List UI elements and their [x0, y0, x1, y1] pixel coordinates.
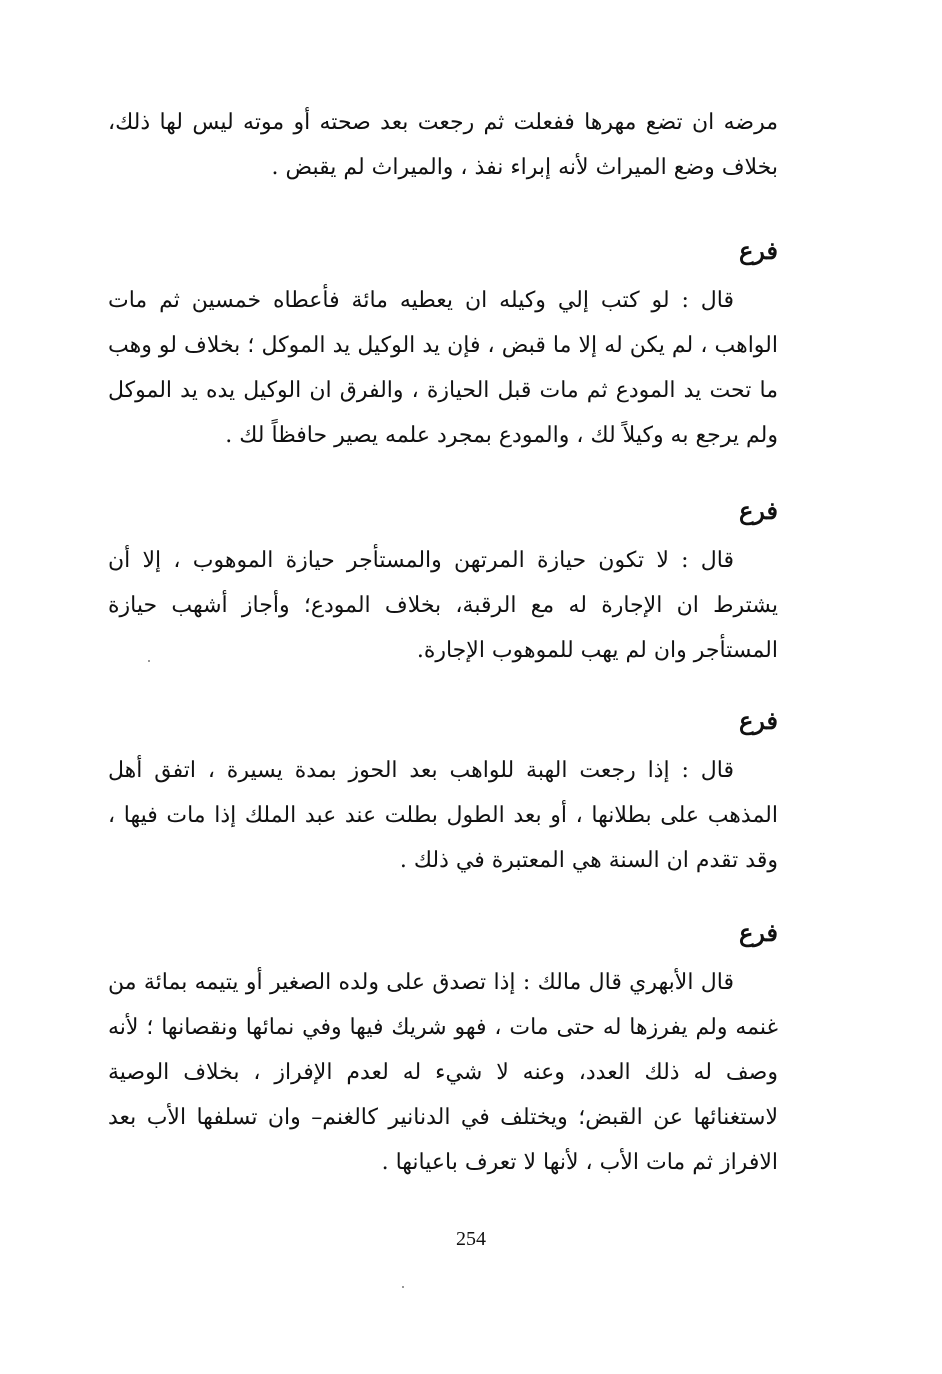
section-heading-3: فرع	[738, 706, 778, 735]
paragraph-continuation: مرضه ان تضع مهرها ففعلت ثم رجعت بعد صحته أو موته ليس لها ذلك، بخلاف وضع الميراث لأنه إبراء نفذ ، والميراث لم يقبض .	[108, 110, 778, 180]
section-body-3: قال : إذا رجعت الهبة للواهب بعد الحوز بمدة يسيرة ، اتفق أهل المذهب على بطلانها ، أو بعد الطول بطلت عند عبد الملك إذا مات فيها ، وقد تقدم ان السنة هي المعتبرة في ذلك .	[108, 758, 778, 873]
section-body-4: قال الأبهري قال مالك : إذا تصدق على ولده الصغير أو يتيمه بمائة من غنمه ولم يفرزها له حتى مات ، فهو شريك فيها وفي نمائها ونقصانها ؛ لأنه وصف له ذلك العدد، وعنه لا شيء له لعدم الإفراز ، بخلاف الوصية لاستغنائها عن القبض؛ ويختلف في الدنانير كالغنم– وان تسلفها الأب بعد الافراز ثم مات الأب ، لأنها لا تعرف باعيانها .	[108, 970, 778, 1175]
page-number: 254	[456, 1228, 486, 1250]
scan-speck	[148, 660, 150, 662]
section-heading-1: فرع	[738, 236, 778, 265]
section-body-2: قال : لا تكون حيازة المرتهن والمستأجر حيازة الموهوب ، إلا أن يشترط ان الإجارة له مع الرقبة، بخلاف المودع؛ وأجاز أشهب حيازة المستأجر وان لم يهب للموهوب الإجارة.	[108, 548, 778, 663]
scan-speck	[402, 1286, 404, 1288]
section-heading-2: فرع	[738, 496, 778, 525]
section-body-1: قال : لو كتب إلي وكيله ان يعطيه مائة فأعطاه خمسين ثم مات الواهب ، لم يكن له إلا ما قبض ، فإن يد الوكيل يد الموكل ؛ بخلاف لو وهب ما تحت يد المودع ثم مات قبل الحيازة ، والفرق ان الوكيل يده يد الموكل ولم يرجع به وكيلاً لك ، والمودع بمجرد علمه يصير حافظاً لك .	[108, 288, 778, 448]
section-heading-4: فرع	[738, 918, 778, 947]
